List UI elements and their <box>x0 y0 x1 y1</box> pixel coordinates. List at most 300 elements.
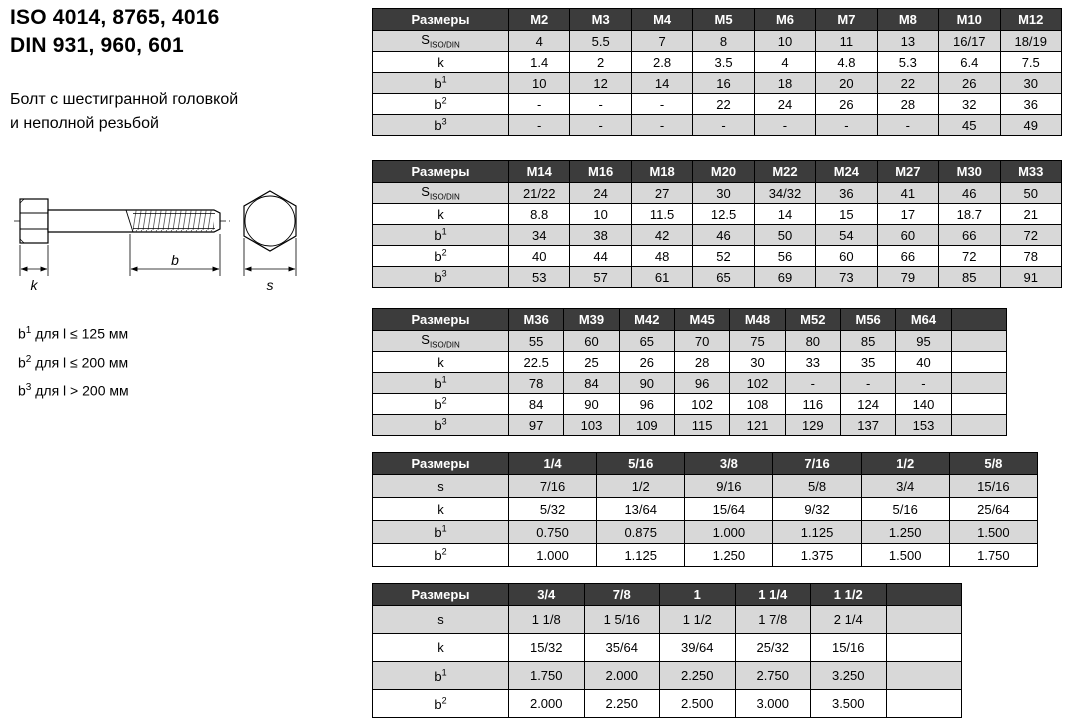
column-header: M52 <box>785 309 840 331</box>
note-b3 <box>18 375 129 404</box>
row-label: k <box>373 498 509 521</box>
value-cell: - <box>509 94 570 115</box>
value-cell: 24 <box>570 183 631 204</box>
column-header: M24 <box>816 161 877 183</box>
value-cell <box>886 690 962 718</box>
value-cell: - <box>816 115 877 136</box>
row-label: k <box>373 634 509 662</box>
table-corner-header: Размеры <box>373 9 509 31</box>
table-row <box>373 690 962 718</box>
row-label: $b^2$ <box>373 690 509 718</box>
page-title <box>10 4 220 60</box>
value-cell: 96 <box>619 394 674 415</box>
value-cell: 35 <box>840 352 895 373</box>
column-header: M27 <box>877 161 938 183</box>
column-header: M45 <box>674 309 729 331</box>
value-cell: 1.000 <box>685 521 773 544</box>
value-cell: 21 <box>1000 204 1062 225</box>
column-header: 1 1/4 <box>735 584 811 606</box>
value-cell: 4 <box>754 52 815 73</box>
value-cell: 13 <box>877 31 938 52</box>
value-cell: 34/32 <box>754 183 815 204</box>
value-cell: 153 <box>896 415 951 436</box>
value-cell: 17 <box>877 204 938 225</box>
value-cell: 2 1/4 <box>811 606 887 634</box>
value-cell: 25 <box>564 352 619 373</box>
note-b1 <box>18 318 129 347</box>
note-b2 <box>18 347 129 376</box>
column-header: M33 <box>1000 161 1062 183</box>
value-cell: 6.4 <box>939 52 1000 73</box>
value-cell: 60 <box>877 225 938 246</box>
value-cell: 1 5/16 <box>584 606 660 634</box>
value-cell: - <box>754 115 815 136</box>
value-cell: 8.8 <box>509 204 570 225</box>
column-header: M16 <box>570 161 631 183</box>
row-label: $b^2$ <box>373 544 509 567</box>
value-cell: 3.500 <box>811 690 887 718</box>
subtitle-line1: Болт с шестигранной головкой <box>10 91 239 108</box>
dimension-tables-panel <box>372 0 1067 718</box>
value-cell: 2.250 <box>660 662 736 690</box>
value-cell: 15/16 <box>949 475 1037 498</box>
value-cell: 30 <box>730 352 785 373</box>
value-cell: 40 <box>509 246 570 267</box>
value-cell: 10 <box>509 73 570 94</box>
value-cell: 90 <box>619 373 674 394</box>
column-header: 3/8 <box>685 453 773 475</box>
column-header: 5/16 <box>597 453 685 475</box>
row-label: $b^3$ <box>373 115 509 136</box>
row-label: $S_{ISO/DIN}$ <box>373 331 509 352</box>
value-cell: 26 <box>816 94 877 115</box>
value-cell: 5.5 <box>570 31 631 52</box>
row-label: $b^1$ <box>373 662 509 690</box>
value-cell: 1.250 <box>861 521 949 544</box>
column-header: 7/8 <box>584 584 660 606</box>
value-cell: 7.5 <box>1000 52 1062 73</box>
table-row <box>373 634 962 662</box>
value-cell: 140 <box>896 394 951 415</box>
value-cell: - <box>877 115 938 136</box>
table-row <box>373 225 1062 246</box>
value-cell: 137 <box>840 415 895 436</box>
value-cell: 25/32 <box>735 634 811 662</box>
value-cell: 4.8 <box>816 52 877 73</box>
value-cell: 84 <box>509 394 564 415</box>
value-cell: - <box>509 115 570 136</box>
note-b2-text: для l ≤ 200 мм <box>35 354 129 371</box>
value-cell: 30 <box>693 183 754 204</box>
value-cell: - <box>693 115 754 136</box>
value-cell: 15/32 <box>509 634 585 662</box>
column-header: M14 <box>509 161 570 183</box>
table-row <box>373 544 1038 567</box>
value-cell: 18.7 <box>939 204 1000 225</box>
note-b1-sup: 1 <box>25 325 32 336</box>
value-cell: 41 <box>877 183 938 204</box>
value-cell: 108 <box>730 394 785 415</box>
table-row <box>373 394 1007 415</box>
value-cell: 15 <box>816 204 877 225</box>
table-row <box>373 521 1038 544</box>
value-cell <box>951 331 1006 352</box>
value-cell: 91 <box>1000 267 1062 288</box>
table-header-row <box>373 584 962 606</box>
note-b1-text: для l ≤ 125 мм <box>35 325 129 342</box>
column-header: M20 <box>693 161 754 183</box>
value-cell: 36 <box>1000 94 1062 115</box>
value-cell: 60 <box>564 331 619 352</box>
value-cell: 35/64 <box>584 634 660 662</box>
value-cell: - <box>631 94 692 115</box>
value-cell: 78 <box>1000 246 1062 267</box>
value-cell: 1 1/8 <box>509 606 585 634</box>
value-cell: 2.000 <box>584 662 660 690</box>
value-cell: 28 <box>674 352 729 373</box>
column-header: 5/8 <box>949 453 1037 475</box>
value-cell: 33 <box>785 352 840 373</box>
row-label: $b^1$ <box>373 521 509 544</box>
column-header: M48 <box>730 309 785 331</box>
imperial-table-1-4-to-5-8 <box>372 452 1038 567</box>
value-cell: 129 <box>785 415 840 436</box>
value-cell: 39/64 <box>660 634 736 662</box>
value-cell: 32 <box>939 94 1000 115</box>
value-cell <box>886 634 962 662</box>
value-cell: 12.5 <box>693 204 754 225</box>
value-cell: 3/4 <box>861 475 949 498</box>
table-row <box>373 31 1062 52</box>
value-cell: 90 <box>564 394 619 415</box>
value-cell: 46 <box>939 183 1000 204</box>
value-cell: 9/32 <box>773 498 861 521</box>
value-cell: 70 <box>674 331 729 352</box>
column-header: M8 <box>877 9 938 31</box>
value-cell: 97 <box>509 415 564 436</box>
value-cell: 79 <box>877 267 938 288</box>
table-corner-header: Размеры <box>373 453 509 475</box>
subtitle-line2: и неполной резьбой <box>10 115 159 132</box>
value-cell: 9/16 <box>685 475 773 498</box>
row-label: $b^2$ <box>373 94 509 115</box>
value-cell: 61 <box>631 267 692 288</box>
value-cell: - <box>631 115 692 136</box>
value-cell: 102 <box>674 394 729 415</box>
title-iso: ISO 4014, 8765, 4016 <box>10 6 220 29</box>
value-cell: 1.4 <box>509 52 570 73</box>
value-cell: 38 <box>570 225 631 246</box>
value-cell: 2.750 <box>735 662 811 690</box>
page-subtitle <box>10 88 238 136</box>
column-header: M64 <box>896 309 951 331</box>
table-row <box>373 662 962 690</box>
row-label: k <box>373 52 509 73</box>
value-cell: 1 7/8 <box>735 606 811 634</box>
value-cell: 14 <box>631 73 692 94</box>
value-cell: 8 <box>693 31 754 52</box>
value-cell: 1.000 <box>509 544 597 567</box>
value-cell: 4 <box>509 31 570 52</box>
value-cell: 116 <box>785 394 840 415</box>
bolt-head-front-view <box>244 191 296 251</box>
table-header-row <box>373 453 1038 475</box>
column-header: M12 <box>1000 9 1062 31</box>
value-cell: 21/22 <box>509 183 570 204</box>
value-cell: 3.000 <box>735 690 811 718</box>
column-header: 1/4 <box>509 453 597 475</box>
value-cell: 26 <box>619 352 674 373</box>
row-label: $b^1$ <box>373 73 509 94</box>
column-header: M39 <box>564 309 619 331</box>
table-row <box>373 73 1062 94</box>
table-row <box>373 352 1007 373</box>
value-cell: 34 <box>509 225 570 246</box>
dimension-k <box>20 245 48 276</box>
value-cell: 54 <box>816 225 877 246</box>
value-cell <box>886 606 962 634</box>
value-cell: 2.000 <box>509 690 585 718</box>
imperial-table-3-4-to-1-1-2 <box>372 583 962 718</box>
value-cell: 1.375 <box>773 544 861 567</box>
value-cell: 55 <box>509 331 564 352</box>
column-header: M10 <box>939 9 1000 31</box>
value-cell: 45 <box>939 115 1000 136</box>
table-row <box>373 52 1062 73</box>
value-cell: 78 <box>509 373 564 394</box>
value-cell: 16 <box>693 73 754 94</box>
table-row <box>373 94 1062 115</box>
value-cell: 115 <box>674 415 729 436</box>
value-cell: 80 <box>785 331 840 352</box>
value-cell: 109 <box>619 415 674 436</box>
column-header: M6 <box>754 9 815 31</box>
value-cell: 66 <box>877 246 938 267</box>
title-din: DIN 931, 960, 601 <box>10 34 184 57</box>
metric-table-m14-m33 <box>372 160 1062 288</box>
table-row <box>373 246 1062 267</box>
table-corner-header: Размеры <box>373 309 509 331</box>
bolt-shank <box>48 210 220 232</box>
column-header <box>886 584 962 606</box>
note-b2-base: b <box>18 354 26 371</box>
value-cell: 121 <box>730 415 785 436</box>
value-cell <box>951 394 1006 415</box>
value-cell <box>951 415 1006 436</box>
row-label: $b^2$ <box>373 394 509 415</box>
value-cell: - <box>896 373 951 394</box>
length-notes <box>18 318 129 404</box>
note-b3-text: для l > 200 мм <box>35 382 129 399</box>
value-cell: 1.250 <box>685 544 773 567</box>
value-cell: 5/16 <box>861 498 949 521</box>
value-cell: 7 <box>631 31 692 52</box>
value-cell: 11.5 <box>631 204 692 225</box>
value-cell: 69 <box>754 267 815 288</box>
table-corner-header: Размеры <box>373 161 509 183</box>
column-header: M22 <box>754 161 815 183</box>
dimension-label-b: b <box>171 252 179 268</box>
dimension-label-s: s <box>266 277 274 293</box>
value-cell: 1.750 <box>949 544 1037 567</box>
value-cell: 0.750 <box>509 521 597 544</box>
row-label: s <box>373 606 509 634</box>
value-cell: 85 <box>939 267 1000 288</box>
table-row <box>373 183 1062 204</box>
value-cell <box>951 373 1006 394</box>
value-cell: 1.750 <box>509 662 585 690</box>
value-cell: 50 <box>1000 183 1062 204</box>
row-label: $b^3$ <box>373 415 509 436</box>
value-cell: 73 <box>816 267 877 288</box>
value-cell: 26 <box>939 73 1000 94</box>
value-cell: 5/32 <box>509 498 597 521</box>
value-cell: 50 <box>754 225 815 246</box>
row-label: $b^3$ <box>373 267 509 288</box>
column-header: M30 <box>939 161 1000 183</box>
value-cell: 42 <box>631 225 692 246</box>
value-cell: 44 <box>570 246 631 267</box>
value-cell: 22 <box>693 94 754 115</box>
table-header-row <box>373 309 1007 331</box>
value-cell: 12 <box>570 73 631 94</box>
column-header: 1 1/2 <box>811 584 887 606</box>
row-label: k <box>373 352 509 373</box>
value-cell: 18 <box>754 73 815 94</box>
column-header: M5 <box>693 9 754 31</box>
value-cell: 15/16 <box>811 634 887 662</box>
dimension-label-k: k <box>30 277 38 293</box>
value-cell: 60 <box>816 246 877 267</box>
value-cell: 95 <box>896 331 951 352</box>
value-cell: 0.875 <box>597 521 685 544</box>
value-cell: 85 <box>840 331 895 352</box>
value-cell: 1.500 <box>861 544 949 567</box>
value-cell: 48 <box>631 246 692 267</box>
column-header: 7/16 <box>773 453 861 475</box>
column-header: 1 <box>660 584 736 606</box>
row-label: s <box>373 475 509 498</box>
row-label: $b^2$ <box>373 246 509 267</box>
table-row <box>373 115 1062 136</box>
value-cell: 5/8 <box>773 475 861 498</box>
value-cell: - <box>570 94 631 115</box>
value-cell: 7/16 <box>509 475 597 498</box>
value-cell: 22 <box>877 73 938 94</box>
column-header <box>951 309 1006 331</box>
value-cell: 72 <box>1000 225 1062 246</box>
note-b1-base: b <box>18 325 26 342</box>
value-cell: 15/64 <box>685 498 773 521</box>
note-b2-sup: 2 <box>25 353 32 365</box>
value-cell: 84 <box>564 373 619 394</box>
value-cell: 24 <box>754 94 815 115</box>
metric-table-m2-m12 <box>372 8 1062 136</box>
column-header: M3 <box>570 9 631 31</box>
value-cell: - <box>840 373 895 394</box>
value-cell: 1.125 <box>773 521 861 544</box>
column-header: M7 <box>816 9 877 31</box>
value-cell: 2.8 <box>631 52 692 73</box>
value-cell: 10 <box>754 31 815 52</box>
value-cell: 56 <box>754 246 815 267</box>
value-cell: 1 1/2 <box>660 606 736 634</box>
table-row <box>373 606 962 634</box>
value-cell: 65 <box>693 267 754 288</box>
table-row <box>373 204 1062 225</box>
value-cell: - <box>570 115 631 136</box>
value-cell: 57 <box>570 267 631 288</box>
value-cell: 49 <box>1000 115 1062 136</box>
value-cell: 46 <box>693 225 754 246</box>
value-cell: 3.5 <box>693 52 754 73</box>
value-cell: 13/64 <box>597 498 685 521</box>
value-cell <box>886 662 962 690</box>
value-cell: 10 <box>570 204 631 225</box>
column-header: M42 <box>619 309 674 331</box>
value-cell: 53 <box>509 267 570 288</box>
value-cell: 14 <box>754 204 815 225</box>
value-cell: 1.125 <box>597 544 685 567</box>
value-cell: 72 <box>939 246 1000 267</box>
table-header-row <box>373 161 1062 183</box>
value-cell: 96 <box>674 373 729 394</box>
value-cell: 3.250 <box>811 662 887 690</box>
value-cell: 16/17 <box>939 31 1000 52</box>
value-cell: 30 <box>1000 73 1062 94</box>
value-cell: 2 <box>570 52 631 73</box>
column-header: M36 <box>509 309 564 331</box>
value-cell: 102 <box>730 373 785 394</box>
value-cell: 25/64 <box>949 498 1037 521</box>
value-cell: 5.3 <box>877 52 938 73</box>
value-cell: 75 <box>730 331 785 352</box>
value-cell: 40 <box>896 352 951 373</box>
value-cell: 1/2 <box>597 475 685 498</box>
value-cell: 28 <box>877 94 938 115</box>
table-row <box>373 373 1007 394</box>
row-label: $b^1$ <box>373 225 509 246</box>
column-header: M18 <box>631 161 692 183</box>
table-row <box>373 415 1007 436</box>
value-cell <box>951 352 1006 373</box>
value-cell: 103 <box>564 415 619 436</box>
row-label: $b^1$ <box>373 373 509 394</box>
value-cell: 65 <box>619 331 674 352</box>
note-b3-sup: 3 <box>25 382 32 394</box>
value-cell: 2.500 <box>660 690 736 718</box>
value-cell: 2.250 <box>584 690 660 718</box>
column-header: 3/4 <box>509 584 585 606</box>
column-header: M56 <box>840 309 895 331</box>
row-label: $S_{ISO/DIN}$ <box>373 183 509 204</box>
table-corner-header: Размеры <box>373 584 509 606</box>
table-row <box>373 267 1062 288</box>
column-header: M2 <box>509 9 570 31</box>
value-cell: 1.500 <box>949 521 1037 544</box>
row-label: k <box>373 204 509 225</box>
value-cell: 20 <box>816 73 877 94</box>
value-cell: - <box>785 373 840 394</box>
metric-table-m36-m64 <box>372 308 1007 436</box>
column-header: 1/2 <box>861 453 949 475</box>
value-cell: 27 <box>631 183 692 204</box>
bolt-technical-drawing <box>12 186 314 298</box>
value-cell: 124 <box>840 394 895 415</box>
table-row <box>373 475 1038 498</box>
value-cell: 36 <box>816 183 877 204</box>
value-cell: 22.5 <box>509 352 564 373</box>
